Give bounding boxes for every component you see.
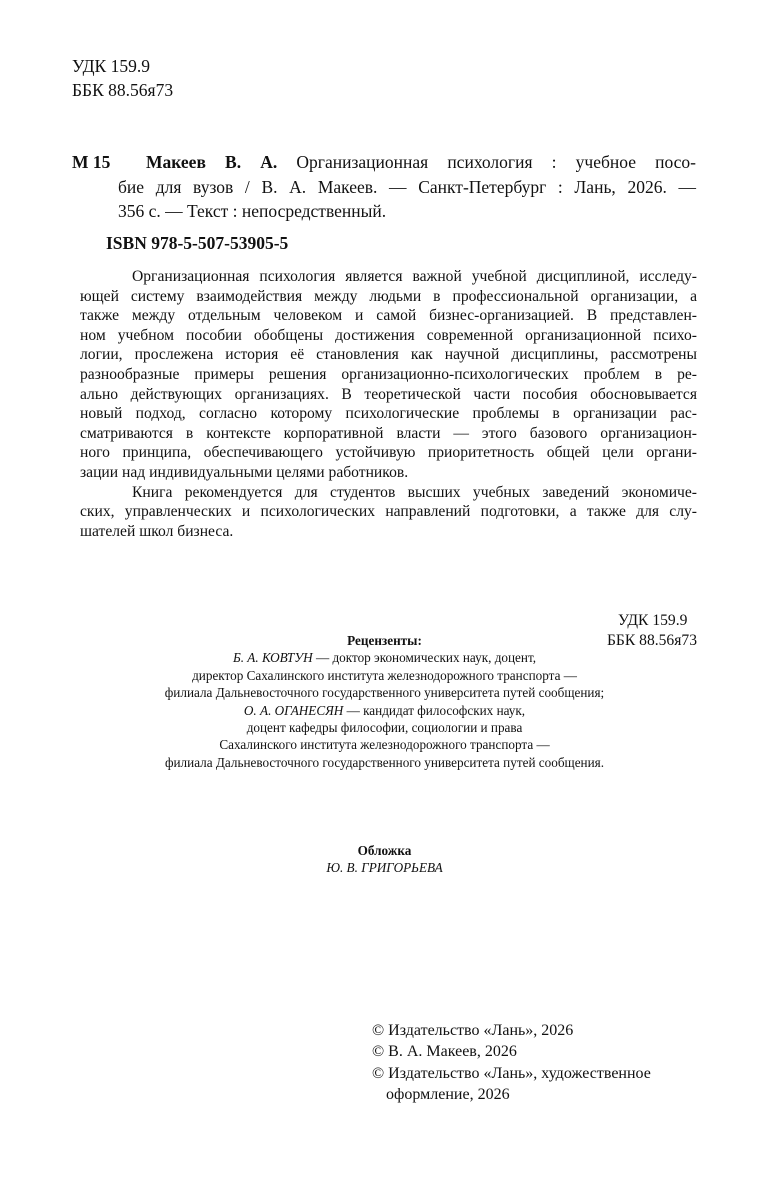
copyright-line: © Издательство «Лань», 2026 (372, 1022, 574, 1039)
reviewer-2-line: доцент кафедры философии, социологии и права (246, 720, 523, 736)
entry-line-2: бие для вузов / В. А. Макеев. — Санкт-Петербург : Лань, 2026. — (118, 177, 696, 197)
abstract-line: ном учебном пособии обобщены достижения современной организационной психо- (80, 326, 697, 344)
abstract-line: ских, управленческих и психологических направлений подготовки, а также для слу- (80, 503, 697, 521)
abstract-line: ного принципа, обеспечивающего устойчивую приоритетность общей цели органи- (80, 444, 697, 462)
abstract-line: новый подход, согласно которому психологические проблемы в организации рас- (80, 405, 697, 423)
reviewer-2-line: филиала Дальневосточного государственного университета путей сообщения. (164, 754, 605, 770)
reviewer-2-line: Сахалинского института железнодорожного транспорта — (219, 737, 550, 753)
reviewers (0, 632, 769, 771)
copyright-line: © Издательство «Лань», художественное (372, 1064, 651, 1082)
reviewer-1-name: Б. А. КОВТУН (232, 650, 313, 666)
bbk-right: ББК 88.56я73 (606, 631, 697, 649)
copyright-line: оформление, 2026 (386, 1085, 510, 1103)
isbn: ISBN 978-5-507-53905-5 (106, 233, 289, 253)
abstract-line: Организационная психология является важной учебной дисциплиной, исследу- (132, 268, 697, 285)
abstract-line: ющей систему взаимодействия между людьми в профессиональной организации, а (80, 287, 697, 305)
copyright-block (372, 1020, 651, 1105)
cover-heading: Обложка (357, 843, 412, 858)
title-text: Организационная психология : учебное посо- (296, 152, 697, 172)
reviewer-1-line: филиала Дальневосточного государственного университета путей сообщения; (164, 685, 605, 701)
abstract-line: зации над индивидуальными целями работников. (80, 463, 409, 481)
bbk-top: ББК 88.56я73 (72, 80, 174, 100)
abstract-line: также между отдельным человеком и самой бизнес-организацией. В представлен- (80, 307, 697, 325)
cover-credit (0, 842, 769, 877)
copyright-line: © В. А. Макеев, 2026 (372, 1043, 517, 1061)
abstract-line: шателей школ бизнеса. (80, 522, 234, 540)
author-code: М 15 (72, 152, 111, 172)
reviewer-2-line (0, 702, 769, 719)
udk-top: УДК 159.9 (72, 56, 150, 76)
reviewer-2-name: О. А. ОГАНЕСЯН (243, 702, 344, 718)
abstract-line: Книга рекомендуется для студентов высших учебных заведений экономиче- (132, 483, 697, 501)
abstract-line: ально действующих организациях. В теоретической части пособия обосновывается (80, 385, 697, 403)
reviewer-1-line (0, 649, 769, 666)
abstract-line: сматриваются в контексте корпоративной власти — этого базового организацион- (80, 424, 697, 442)
author-name: Макеев В. А. (146, 152, 278, 172)
cover-designer: Ю. В. ГРИГОРЬЕВА (326, 860, 443, 876)
entry-line-1 (146, 150, 696, 175)
reviewer-1-title: — доктор экономических наук, доцент, (312, 650, 537, 666)
abstract (80, 267, 697, 541)
reviewer-1-line: директор Сахалинского института железнодорожного транспорта — (192, 667, 577, 683)
udk-right: УДК 159.9 (617, 612, 688, 629)
entry-line-3: 356 с. — Текст : непосредственный. (118, 201, 387, 221)
abstract-line: логии, прослежена история её становления как научной дисциплины, рассмотрены (80, 346, 697, 364)
reviewers-heading: Рецензенты: (347, 633, 422, 648)
abstract-line: разнообразные примеры решения организационно-психологических проблем в ре- (80, 365, 697, 383)
reviewer-2-title: — кандидат философских наук, (343, 702, 526, 718)
